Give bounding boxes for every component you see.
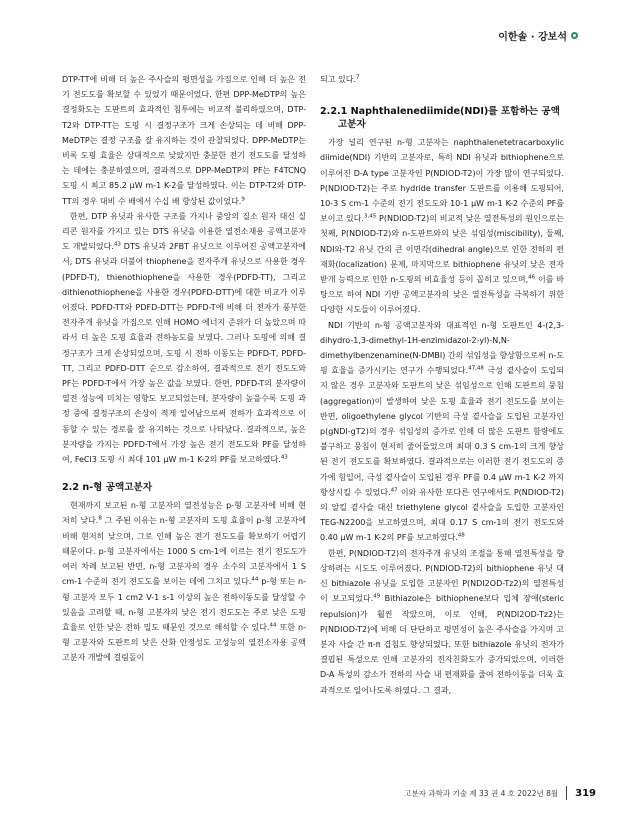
- citation: 8: [98, 515, 102, 522]
- paragraph: 되고 있다.$^7$: [320, 74, 360, 84]
- paragraph: 가장 널리 연구된 n-형 고분자는 naphthalenetetracarboxylic diimide(NDI) 기반의 고분자로, 특히 NDI 유닛과 bithiophene으로 이루어진 D-A type 고분자인 P(NDIOD-T2)이 가장 많이 연구되었다. P(NDIOD-T2)는 주로 hydride transfer 도판트를 이용해 도핑되어, 10-3 S cm-1 수준의 전기 전도도와 10-1 μW m-1 K-2 수준의 PF를 보이고 있다.$^{3,45}$ P(NDIOD-T2)의 비교적 낮은 열전특성의 원인으로는 첫째, P(NDIOD-T2)와 n-도판트와의 낮은 섞임성(miscibility), 둘째, NDI와-T2 유닛 간의 큰 이면각(dihedral angle)으로 인한 전하의 편재화(localization) 문제, 마지막으로 bithiophene 유닛의 낮은 전자받개 능력으로 인한 n-도핑의 비효율성 등이 꼽히고 있으며,$^{46}$ 이를 바탕으로 하여 NDI 기반 공액고분자의 낮은 열전특성을 극복하기 위한 다양한 시도들이 이루어졌다.: [320, 138, 564, 315]
- citation: 47: [390, 487, 398, 494]
- citation: 9: [241, 195, 245, 202]
- citation: 49: [373, 593, 381, 600]
- citation: 46: [528, 274, 536, 281]
- left-column: [62, 72, 306, 666]
- citation: 44: [251, 576, 259, 583]
- section-heading: 2.2 n-형 공액고분자: [62, 482, 153, 494]
- citation: 44: [269, 622, 277, 629]
- journal-info: 고분자 과학과 기술 제 33 권 4 호 2022년 8월: [404, 788, 559, 798]
- citation: 48: [457, 532, 465, 539]
- header-authors: 이한솔 · 강보석: [498, 32, 567, 43]
- page-footer: [404, 786, 596, 800]
- circle-icon: [571, 32, 578, 39]
- running-header: [498, 28, 578, 43]
- citation: 43: [280, 454, 288, 461]
- section-heading: 2.2.1 Naphthalenediimide(NDI)를 포함하는 공액 고분자: [320, 106, 560, 131]
- citation: 43: [113, 241, 121, 248]
- citation: 47,48: [468, 365, 484, 372]
- paragraph: 현재까지 보고된 n-형 고분자의 열전성능은 p-형 고분자에 비해 현저히 낮다.$^8$ 그 주된 이유는 n-형 고분자의 도핑 효율이 p-형 고분자에 비해 현저히 낮으며, 그로 인해 높은 전기 전도도를 확보하기 어렵기 때문이다. p-형 고분자에서는 1000 S cm-1에 이르는 전기 전도도가 여러 차례 보고된 반면, n-형 고분자의 경우 소수의 고분자에서 1 S cm-1 수준의 전기 전도도를 보이는 데에 그치고 있다.$^{44}$ p-형 또는 n-형 고분자 모두 1 cm2 V-1 s-1 이상의 높은 전하이동도를 달성할 수 있음을 고려할 때, n-형 고분자의 낮은 전기 전도도는 주로 낮은 도핑 효율로 인한 낮은 전하 밀도 때문인 것으로 해석할 수 있다.$^{44}$ 또한 n-형 고분자와 도판트의 낮은 산화 안정성도 고성능의 열전소자용 공액고분자 개발에 걸림돌이: [62, 501, 307, 663]
- citation: 3,45: [363, 213, 377, 220]
- paragraph: 한편, DTP 유닛과 유사한 구조를 가지나 중앙의 질소 원자 대신 실리콘 원자를 가지고 있는 DTS 유닛을 이용한 열전소재용 공액고분자도 개발되었다.$^{43}$ DTS 유닛과 2FBT 유닛으로 이루어진 공액고분자에서, DTS 유닛과 더불어 thiophene을 전자주개 유닛으로 사용한 경우(PDFD-T), thienothiophene을 사용한 경우(PDFD-TT), 그리고 dithienothiophene을 사용한 경우(PDFD-DTT)에 대한 비교가 이루어졌다. PDFD-TT와 PDFD-DTT는 PDFD-T에 비해 더 전자가 풍부한 전자주개 유닛을 가짐으로 인해 HOMO 에너지 준위가 더 높았으며 따라서 더 높은 도핑 효율과 전하농도를 보였다. 그러나 도핑에 의해 결정구조가 크게 손상되었으며, 도핑 시 전하 이동도는 PDFD-T, PDFD-TT, 그리고 PDFD-DTT 순으로 감소하여, 결과적으로 전기 전도도와 PF는 PDFD-T에서 가장 높은 값을 보였다. 한편, PDFD-T의 분자량이 열전 성능에 미치는 영향도 보고되었는데, 분자량이 높을수록 도핑 과정 중에 결정구조의 손상이 적게 일어남으로써 전하가 효과적으로 이동할 수 있는 경로를 잘 유지하는 것으로 나타났다. 결과적으로, 높은 분자량을 가지는 PDFD-T에서 가장 높은 전기 전도도와 PF를 달성하여, FeCl3 도핑 시 최대 101 μW m-1 K-2의 PF를 보고하였다.$^{43}$: [62, 211, 306, 465]
- page-number: 319: [575, 787, 596, 799]
- citation: 7: [356, 74, 360, 81]
- paragraph: DTP-TT에 비해 더 높은 주사슬의 평면성을 가짐으로 인해 더 높은 전기 전도도를 확보할 수 있었기 때문이었다. 한편 DPP-MeDTP의 높은 결정화도는 도판트의 효과적인 침투에는 비교적 불리하였으며, DTP-T2와 DTP-TT는 도핑 시 결정구조가 크게 손상되는 데 비해 DPP-MeDTP는 결정 구조를 잘 유지하는 것이 관찰되었다. DPP-MeDTP는 비록 도핑 효율은 상대적으로 낮았지만 충분한 전기 전도도를 달성하는 데에는 충분하였으며, 결과적으로 DPP-MeDTP의 PF는 F4TCNQ 도핑 시 최고 85.2 μW m-1 K-2를 달성하였다. 이는 DTP-T2와 DTP-TT의 경우 대비 수 배에서 수십 배 향상된 값이었다.$^9$: [62, 75, 306, 206]
- right-column: [320, 72, 564, 698]
- footer-divider: [566, 786, 567, 800]
- paragraph: NDI 기반의 n-형 공액고분자와 대표적인 n-형 도판트인 4-(2,3-dihydro-1,3-dimethyl-1H-enzimidazol-2-yl)-N,N-dimethylbenzenamine(N-DMBI) 간의 섞임성을 향상함으로써 n-도핑 효율을 증가시키는 연구가 수행되었다.$^{47,48}$ 극성 곁사슬이 도입되지 않은 경우 고분자와 도판트의 낮은 섞임성으로 인해 도판트의 뭉침(aggregation)이 발생하여 낮은 도핑 효율과 전기 전도도를 보이는 반면, oligoethylene glycol 기반의 극성 곁사슬을 도입된 고분자인 p(gNDI-gT2)의 경우 섞임성의 증가로 인해 더 많은 도판트 함량에도 불구하고 뭉침이 현저히 줄어들었으며 최대 0.3 S cm-1의 크게 향상된 전기 전도도를 확보하였다. 결과적으로는 이러한 전기 전도도의 증가에 힘입어, 극성 곁사슬이 도입된 경우 PF를 0.4 μW m-1 K-2 까지 향상시킬 수 있었다.$^{47}$ 이와 유사한 또다른 연구에서도 P(NDIOD-T2)의 알킬 곁사슬 대신 triethylene glycol 곁사슬을 도입한 고분자인 TEG-N2200을 보고하였으며, 최대 0.17 S cm-1의 전기 전도도와 0.40 μW m-1 K-2의 PF를 보고하였다.$^{48}$: [320, 320, 565, 543]
- paragraph: 한편, P(NDIOD-T2)의 전자주개 유닛의 조절을 통해 열전특성을 향상하려는 시도도 이루어졌다. P(NDIOD-T2)의 bithiophene 유닛 대신 bithiazole 유닛을 도입한 고분자인 P(NDI2OD-Tz2)의 열전특성이 보고되었다.$^{49}$ Bithiazole은 bithiophene보다 입체 장애(steric repulsion)가 훨씬 작았으며, 이로 인해, P(NDI2OD-Tz2)는 P(NDIOD-T2)에 비해 더 단단하고 평면성이 높은 주사슬을 가지며 고분자 사슬 간 π-π 겹침도 향상되었다. 또한 bithiazole 유닛의 전자가 결핍된 특성으로 인해 고분자의 전자친화도가 증가되었으며, 이러한 D-A 특성의 감소가 전하의 사슬 내 편재화를 줄여 전하이동을 더욱 효과적으로 일어나도록 하였다. 그 결과,: [320, 548, 564, 695]
